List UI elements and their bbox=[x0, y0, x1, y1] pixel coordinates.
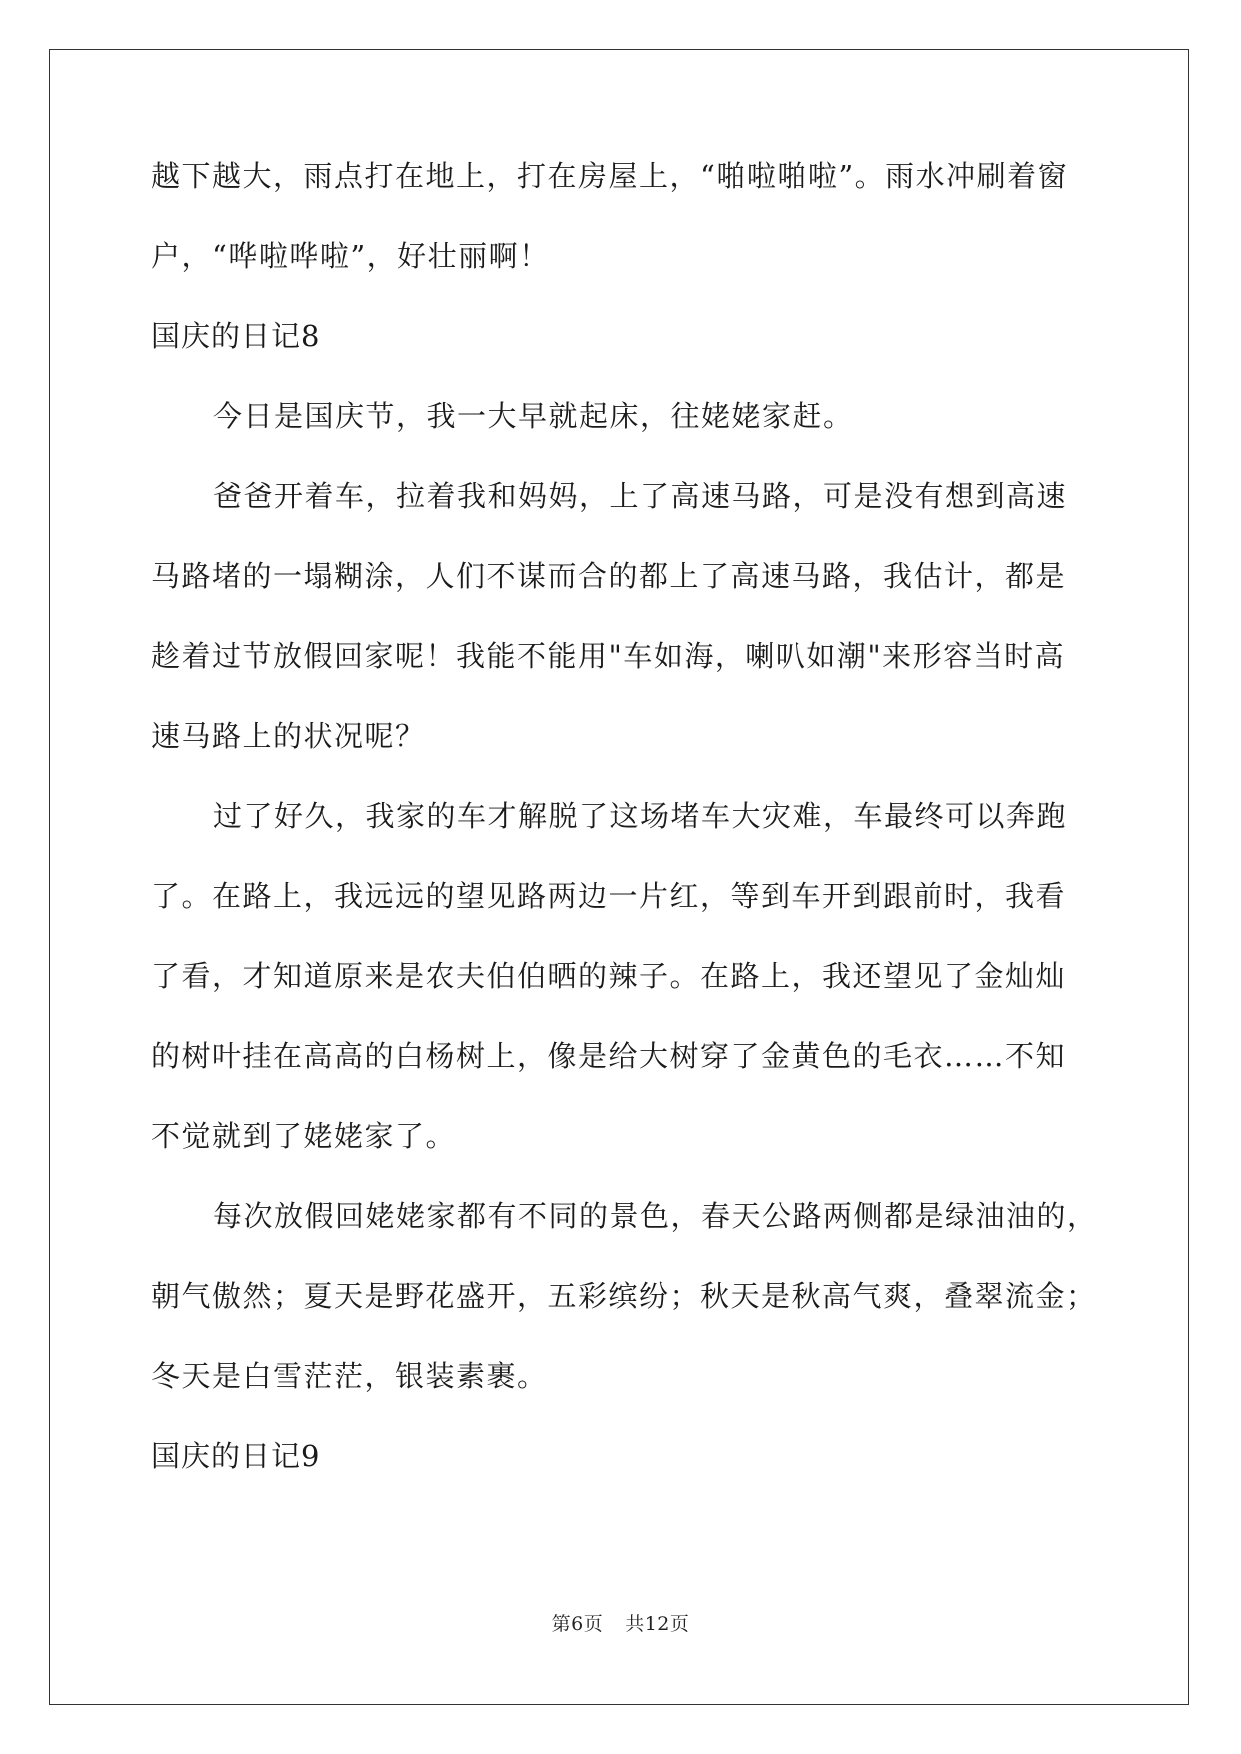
page-footer bbox=[0, 1612, 1241, 1636]
text-line: 了。在路上，我远远的望见路两边一片红，等到车开到跟前时，我看 bbox=[151, 879, 1067, 913]
text-line: 越下越大，雨点打在地上，打在房屋上，“啪啦啪啦”。雨水冲刷着窗 bbox=[151, 159, 1069, 193]
text-line: 户，“哗啦哗啦”，好壮丽啊！ bbox=[151, 239, 550, 273]
text-line: 朝气傲然；夏天是野花盛开，五彩缤纷；秋天是秋高气爽，叠翠流金； bbox=[151, 1279, 1097, 1313]
text-line: 马路堵的一塌糊涂，人们不谋而合的都上了高速马路，我估计，都是 bbox=[151, 559, 1067, 593]
page-total: 共12页 bbox=[625, 1613, 690, 1635]
document-body bbox=[151, 156, 1098, 1516]
paragraph-start-line: 今日是国庆节，我一大早就起床，往姥姥家赶。 bbox=[213, 399, 854, 433]
paragraph-start-line: 爸爸开着车，拉着我和妈妈，上了高速马路，可是没有想到高速 bbox=[213, 479, 1068, 513]
page-number: 第6页 bbox=[551, 1613, 604, 1635]
paragraph-start-line: 每次放假回姥姥家都有不同的景色，春天公路两侧都是绿油油的， bbox=[213, 1199, 1098, 1233]
text-line: 的树叶挂在高高的白杨树上，像是给大树穿了金黄色的毛衣……不知 bbox=[151, 1039, 1067, 1073]
paragraph-start-line: 过了好久，我家的车才解脱了这场堵车大灾难，车最终可以奔跑 bbox=[213, 799, 1068, 833]
section-heading: 国庆的日记9 bbox=[151, 1439, 321, 1473]
text-line: 了看，才知道原来是农夫伯伯晒的辣子。在路上，我还望见了金灿灿 bbox=[151, 959, 1067, 993]
text-line: 速马路上的状况呢？ bbox=[151, 719, 426, 753]
text-line: 冬天是白雪茫茫，银装素裹。 bbox=[151, 1359, 548, 1393]
section-heading: 国庆的日记8 bbox=[151, 319, 321, 353]
text-line: 趁着过节放假回家呢！我能不能用"车如海，喇叭如潮"来形容当时高 bbox=[151, 639, 1066, 673]
text-line: 不觉就到了姥姥家了。 bbox=[151, 1119, 457, 1153]
